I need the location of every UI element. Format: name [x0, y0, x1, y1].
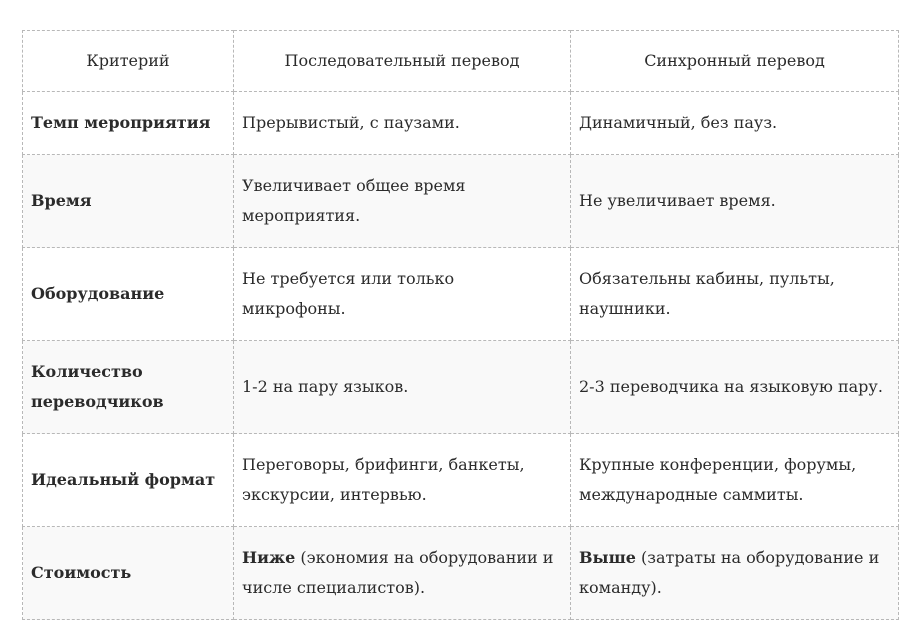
consecutive-cell: Увеличивает общее время мероприятия. [234, 155, 571, 248]
simultaneous-cell: 2-3 переводчика на языковую пару. [571, 341, 899, 434]
simultaneous-cell: Динамичный, без пауз. [571, 92, 899, 155]
price-level-bold: Ниже [242, 548, 296, 567]
table-row [23, 341, 899, 434]
simultaneous-cell: Не увеличивает время. [571, 155, 899, 248]
criterion-cell: Стоимость [23, 527, 234, 620]
consecutive-cell: Не требуется или только микрофоны. [234, 248, 571, 341]
header-criterion: Критерий [23, 31, 234, 92]
criterion-cell: Время [23, 155, 234, 248]
consecutive-cell [234, 527, 571, 620]
criterion-cell: Количество переводчиков [23, 341, 234, 434]
price-note: (затраты на оборудование и команду). [579, 548, 880, 597]
price-note: (экономия на оборудовании и числе специалистов). [242, 548, 554, 597]
criterion-cell: Идеальный формат [23, 434, 234, 527]
table-row [23, 92, 899, 155]
table-row [23, 248, 899, 341]
consecutive-cell: Прерывистый, с паузами. [234, 92, 571, 155]
table-row [23, 527, 899, 620]
table-header-row [23, 31, 899, 92]
price-level-bold: Выше [579, 548, 636, 567]
criterion-cell: Темп мероприятия [23, 92, 234, 155]
table-row [23, 434, 899, 527]
comparison-table-wrapper [22, 30, 899, 620]
comparison-table [22, 30, 899, 620]
table-row [23, 155, 899, 248]
header-simultaneous: Синхронный перевод [571, 31, 899, 92]
header-consecutive: Последовательный перевод [234, 31, 571, 92]
consecutive-cell: 1-2 на пару языков. [234, 341, 571, 434]
consecutive-cell: Переговоры, брифинги, банкеты, экскурсии, интервью. [234, 434, 571, 527]
simultaneous-cell: Обязательны кабины, пульты, наушники. [571, 248, 899, 341]
simultaneous-cell: Крупные конференции, форумы, международные саммиты. [571, 434, 899, 527]
simultaneous-cell [571, 527, 899, 620]
criterion-cell: Оборудование [23, 248, 234, 341]
